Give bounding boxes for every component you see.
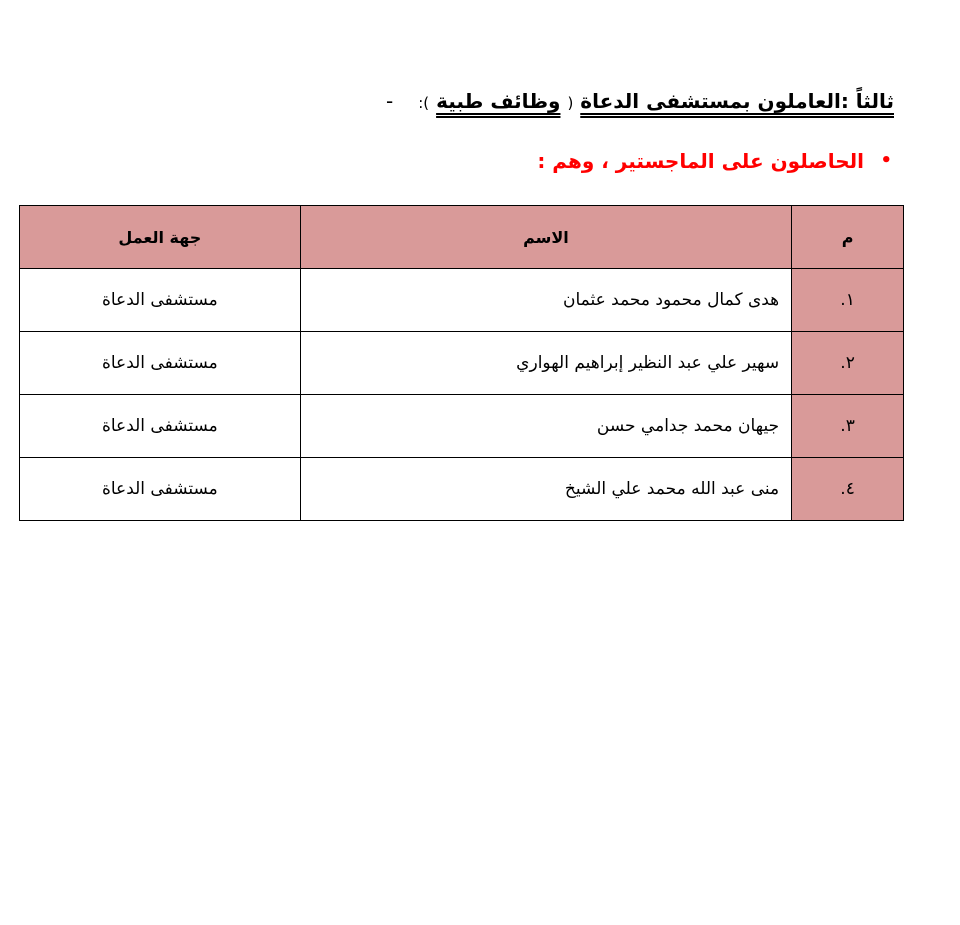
staff-table [19, 205, 904, 521]
row-name: جيهان محمد جدامي حسن [300, 395, 791, 458]
row-num: ١. [792, 269, 904, 332]
bullet-icon: • [880, 150, 892, 171]
header-name: الاسم [300, 206, 791, 269]
heading-main: ثالثاً :العاملون بمستشفى الدعاة [580, 89, 894, 113]
heading-paren-close: ): [418, 94, 430, 112]
section-heading [386, 84, 894, 120]
table-row [20, 395, 904, 458]
subheading-text: الحاصلون على الماجستير ، وهم : [537, 149, 864, 173]
masters-holders-subheading [537, 145, 892, 177]
heading-sub: وظائف طبية [436, 89, 561, 113]
row-num: ٤. [792, 458, 904, 521]
header-num: م [792, 206, 904, 269]
table-header-row [20, 206, 904, 269]
heading-dash: - [386, 89, 394, 113]
heading-paren-open: ( [567, 94, 574, 112]
row-num: ٢. [792, 332, 904, 395]
row-num: ٣. [792, 395, 904, 458]
table-row [20, 332, 904, 395]
row-name: منى عبد الله محمد علي الشيخ [300, 458, 791, 521]
row-name: هدى كمال محمود محمد عثمان [300, 269, 791, 332]
row-work: مستشفى الدعاة [20, 395, 301, 458]
row-work: مستشفى الدعاة [20, 332, 301, 395]
table-row [20, 458, 904, 521]
table-row [20, 269, 904, 332]
row-work: مستشفى الدعاة [20, 458, 301, 521]
row-name: سهير علي عبد النظير إبراهيم الهواري [300, 332, 791, 395]
row-work: مستشفى الدعاة [20, 269, 301, 332]
header-work: جهة العمل [20, 206, 301, 269]
